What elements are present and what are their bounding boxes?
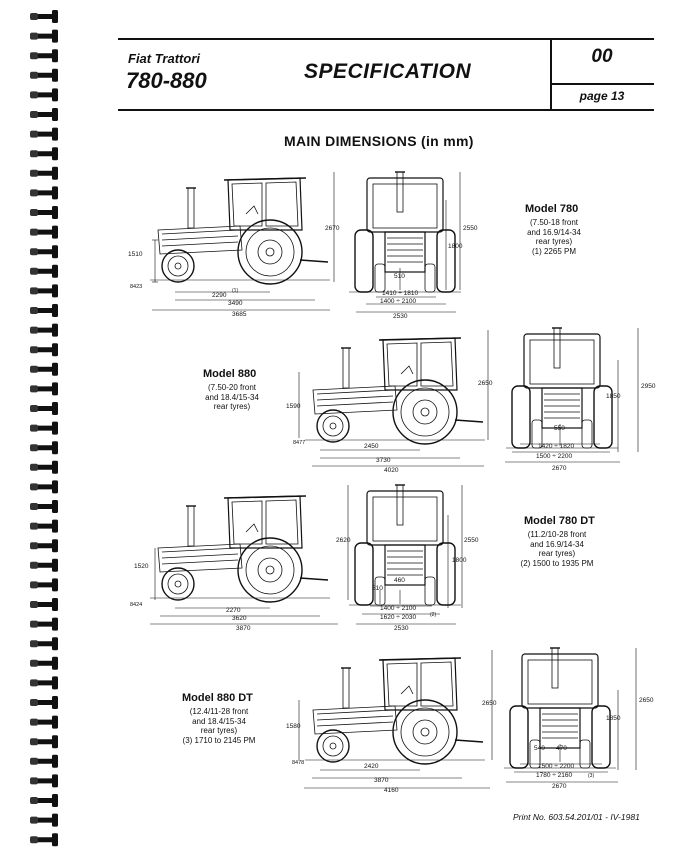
dim-880dt-track-note: (3) bbox=[588, 773, 595, 779]
page-title: SPECIFICATION bbox=[304, 60, 472, 83]
dim-880dt-wheelbase: 2420 bbox=[364, 763, 379, 770]
dim-880-ground: 8477 bbox=[293, 440, 306, 446]
model-880-desc-line: and 18.4/15-34 bbox=[205, 392, 259, 402]
dim-880-height-cab: 2650 bbox=[478, 380, 493, 387]
dim-780dt-track-note: (2) bbox=[430, 612, 437, 618]
model-780dt-desc-line: (2) 1500 to 1935 PM bbox=[520, 558, 594, 568]
model-880dt-desc-line: and 18.4/15-34 bbox=[192, 716, 246, 726]
model-780dt-desc-line: (11.2/10-28 front bbox=[527, 530, 587, 539]
model-880dt-desc bbox=[174, 707, 264, 745]
dim-780dt-wheelbase: 2270 bbox=[226, 607, 241, 614]
dim-880-track1: 1420 ÷ 1820 bbox=[538, 443, 575, 450]
dim-880dt-height-cab: 2650 bbox=[482, 700, 497, 707]
dim-880-height-hood: 1850 bbox=[606, 393, 621, 400]
dim-780-height-hood: 1800 bbox=[448, 243, 463, 250]
dim-880-height-side: 1590 bbox=[286, 403, 301, 410]
dim-780dt-ground: 8424 bbox=[130, 602, 143, 608]
drawing-780-side bbox=[150, 178, 330, 284]
dim-780-clearance: 510 bbox=[394, 273, 405, 280]
dim-780dt-len2: 3870 bbox=[236, 625, 251, 632]
dim-780-height-cab: 2670 bbox=[325, 225, 340, 232]
dims-780dt bbox=[150, 485, 462, 624]
brand-name: Fiat Trattori bbox=[128, 51, 200, 66]
model-780-desc-line: rear tyres) bbox=[535, 237, 573, 246]
dim-880dt-track2: 1780 ÷ 2160 bbox=[536, 772, 573, 779]
dim-880-len2: 4020 bbox=[384, 467, 399, 474]
dim-780-wheelbase: 2290 bbox=[212, 292, 227, 299]
dim-880dt-height-total: 2650 bbox=[639, 697, 654, 704]
dim-780dt-height-side: 1520 bbox=[134, 563, 149, 570]
drawing-780dt-front bbox=[349, 485, 461, 605]
model-780dt-desc-line: and 16.9/14-34 bbox=[530, 539, 584, 549]
model-880dt-desc-line: (12.4/11-28 front bbox=[189, 707, 249, 716]
dim-780dt-clear2: 460 bbox=[394, 577, 405, 584]
section-number: 00 bbox=[591, 46, 613, 67]
dim-880-wheelbase: 2450 bbox=[364, 443, 379, 450]
dim-880-width: 2670 bbox=[552, 465, 567, 472]
model-880dt-label: Model 880 DT bbox=[182, 692, 253, 704]
dim-880-len1: 3730 bbox=[376, 457, 391, 464]
model-780-desc-line: (1) 2265 PM bbox=[531, 246, 577, 256]
dim-880-clearance: 550 bbox=[554, 425, 565, 432]
dim-880dt-ground: 8478 bbox=[292, 760, 305, 766]
model-range: 780-880 bbox=[126, 68, 207, 93]
dim-780dt-len1: 3620 bbox=[232, 615, 247, 622]
dim-780dt-clear1: 510 bbox=[372, 585, 383, 592]
dim-780dt-track1: 1400 ÷ 2100 bbox=[380, 605, 417, 612]
model-780-desc bbox=[514, 218, 594, 256]
dim-780-len2: 3685 bbox=[232, 311, 247, 318]
model-880dt-desc-line: (3) 1710 to 2145 PM bbox=[182, 735, 256, 745]
dim-880-height-total: 2950 bbox=[641, 383, 656, 390]
dim-780-height-total: 2550 bbox=[463, 225, 478, 232]
main-dimensions-title: MAIN DIMENSIONS (in mm) bbox=[284, 133, 474, 149]
print-number: Print No. 603.54.201/01 - IV-1981 bbox=[513, 812, 640, 822]
model-880-desc-line: (7.50-20 front bbox=[207, 383, 257, 392]
drawing-880-side bbox=[305, 338, 485, 444]
dim-780dt-width: 2530 bbox=[394, 625, 409, 632]
dim-880-track2: 1500 ÷ 2200 bbox=[536, 453, 573, 460]
dim-780dt-track2: 1620 ÷ 2030 bbox=[380, 614, 417, 621]
drawing-880dt-side bbox=[305, 658, 485, 764]
dim-780-ground: 8423 bbox=[130, 284, 143, 290]
dim-780-width: 2530 bbox=[393, 313, 408, 320]
dim-780dt-height-cab: 2620 bbox=[336, 537, 351, 544]
drawing-780-front bbox=[349, 172, 461, 292]
model-880-desc bbox=[192, 383, 272, 412]
dim-880dt-height-hood: 1850 bbox=[606, 715, 621, 722]
model-780dt-label: Model 780 DT bbox=[524, 515, 595, 527]
model-780-desc-line: and 16.9/14-34 bbox=[527, 227, 581, 237]
model-880-label: Model 880 bbox=[203, 368, 257, 380]
page-number: page 13 bbox=[579, 89, 625, 103]
dim-780-track1: 1410 ÷ 1810 bbox=[382, 290, 419, 297]
dim-780-track2: 1400 ÷ 2100 bbox=[380, 298, 417, 305]
model-780-desc-line: (7.50-18 front bbox=[529, 218, 579, 227]
model-880-desc-line: rear tyres) bbox=[213, 402, 251, 411]
drawing-780dt-side bbox=[150, 496, 330, 602]
dim-780-len1: 3490 bbox=[228, 300, 243, 307]
model-780-label: Model 780 bbox=[525, 203, 579, 215]
dim-880dt-clear2: 470 bbox=[556, 745, 567, 752]
dim-880dt-width: 2670 bbox=[552, 783, 567, 790]
model-780dt-desc bbox=[512, 530, 602, 568]
dim-880dt-len1: 3870 bbox=[374, 777, 389, 784]
dim-780dt-height-total: 2550 bbox=[464, 537, 479, 544]
dim-880dt-height-side: 1580 bbox=[286, 723, 301, 730]
dim-780-wb-note: (1) bbox=[232, 288, 239, 294]
dim-780-height-side: 1510 bbox=[128, 251, 143, 258]
dim-880dt-track1: 1500 ÷ 2200 bbox=[538, 763, 575, 770]
dim-880dt-len2: 4160 bbox=[384, 787, 399, 794]
model-780dt-desc-line: rear tyres) bbox=[538, 549, 576, 558]
dim-780dt-height-hood: 1800 bbox=[452, 557, 467, 564]
model-880dt-desc-line: rear tyres) bbox=[200, 726, 238, 735]
dim-880dt-clear1: 540 bbox=[534, 745, 545, 752]
dims-880 bbox=[299, 328, 638, 466]
